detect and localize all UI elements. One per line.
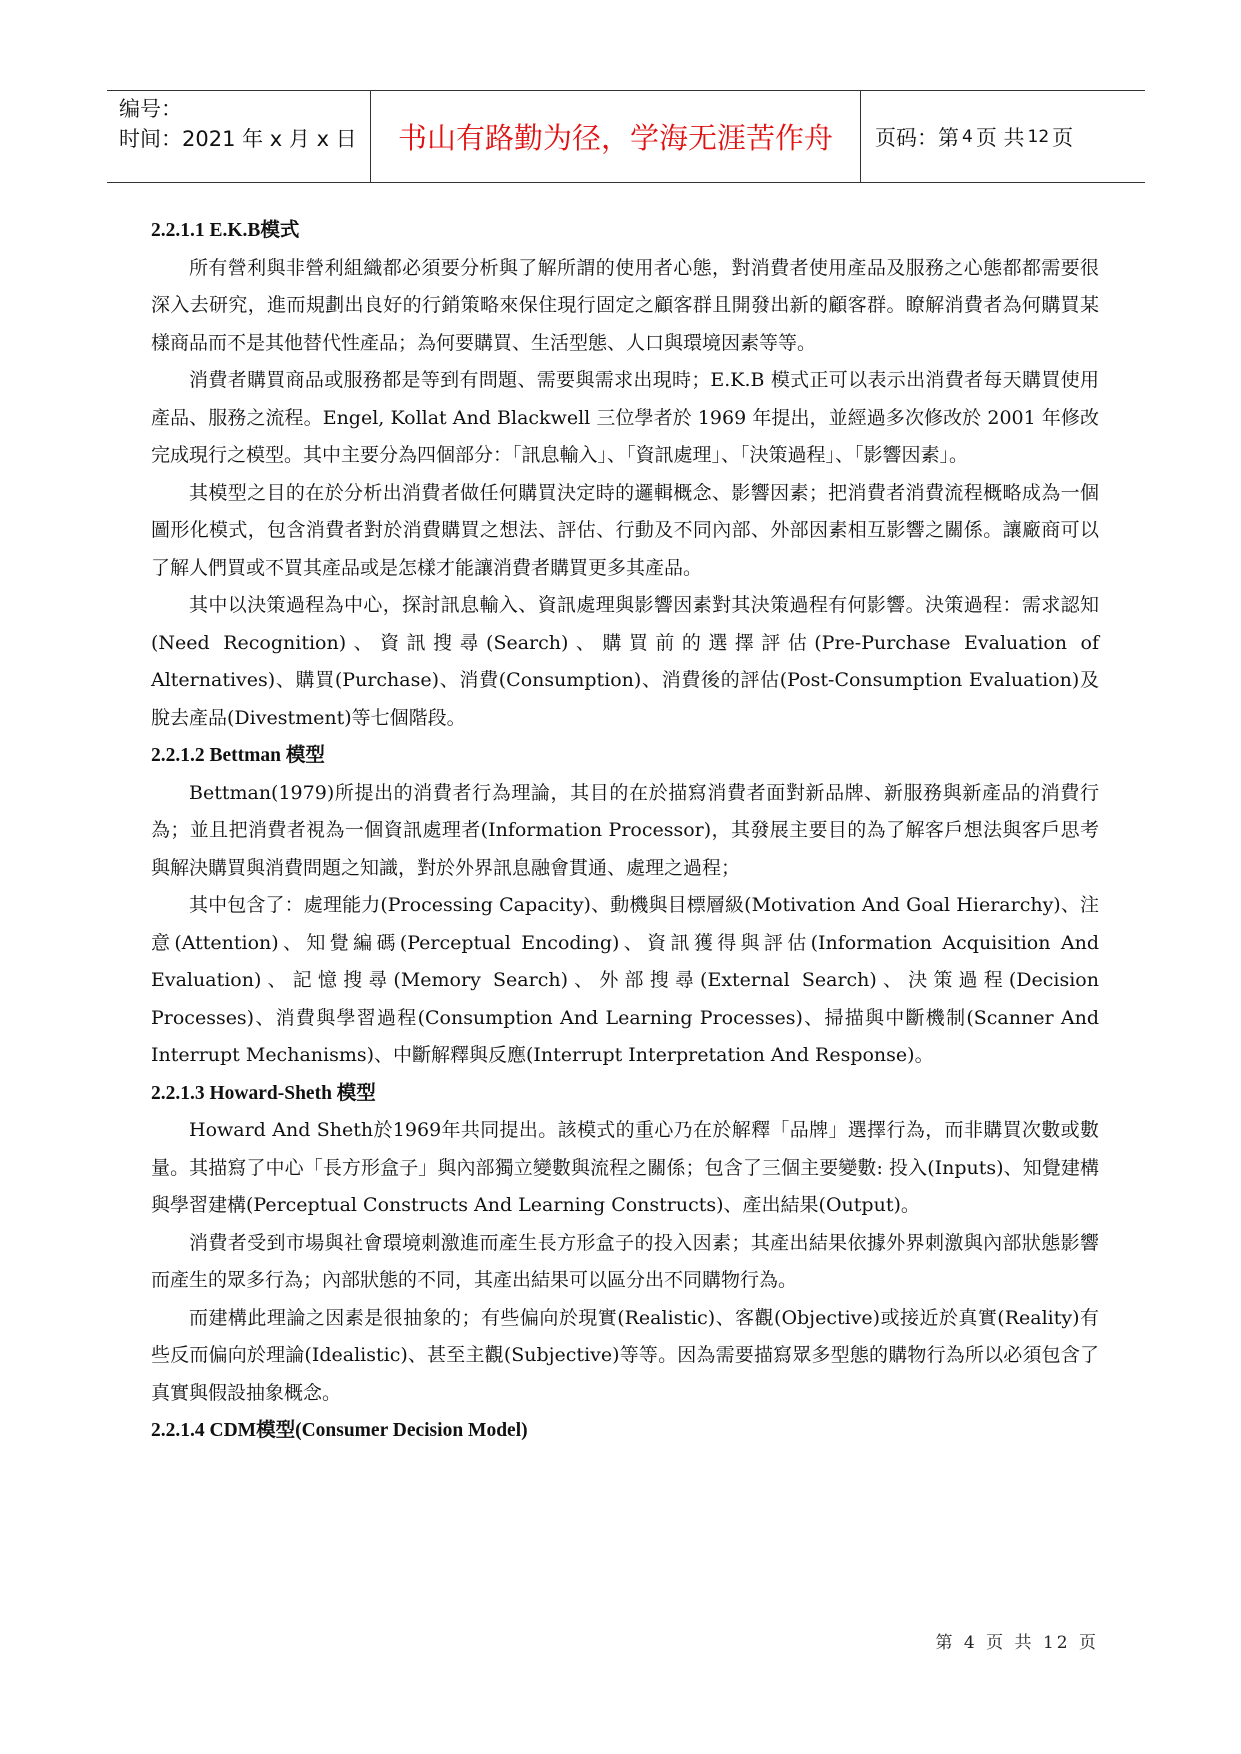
section-heading: 2.2.1.3 Howard-Sheth 模型 (151, 1082, 376, 1104)
page-total: 12 (1027, 126, 1050, 147)
page-header (107, 90, 1145, 183)
page-middle: 页 共 (975, 125, 1025, 150)
paragraph: Bettman(1979)所提出的消費者行為理論，其目的在於描寫消費者面對新品牌、新服務與新產品的消費行為；並且把消費者視為一個資訊處理者(Information Processor)，其發展主要目的為了解客戶想法與客戶思考與解決購買與消費問題之知識，對於外界訊息融會貫通、處理之過程； (151, 781, 1099, 879)
page-number: 4 (962, 126, 973, 147)
paragraph: 所有營利與非營利組織都必須要分析與了解所謂的使用者心態，對消費者使用產品及服務之心態都都需要很深入去研究，進而規劃出良好的行銷策略來保住現行固定之顧客群且開發出新的顧客群。瞭解消費者為何購買某樣商品而不是其他替代性產品；為何要購買、生活型態、人口與環境因素等等。 (151, 256, 1099, 354)
paragraph: 其中以決策過程為中心，探討訊息輸入、資訊處理與影響因素對其決策過程有何影響。決策過程：需求認知(Need Recognition)、資訊搜尋(Search)、購買前的選擇評估(Pre-Purchase Evaluation of Alternatives)、購買(Purchase)、消費(Consumption)、消費後的評估(Post-Consumption Evaluation)及脫去產品(Divestment)等七個階段。 (151, 594, 1099, 729)
paragraph: 其中包含了：處理能力(Processing Capacity)、動機與目標層級(Motivation And Goal Hierarchy)、注意(Attention)、知覺編碼(Perceptual Encoding)、資訊獲得與評估(Information Acquisition And Evaluation)、記憶搜尋(Memory Search)、外部搜尋(External Search)、決策過程(Decision Processes)、消費與學習過程(Consumption And Learning Processes)、掃描與中斷機制(Scanner And Interrupt Mechanisms)、中斷解釋與反應(Interrupt Interpretation And Response)。 (151, 894, 1099, 1066)
page-suffix: 页 (1052, 125, 1074, 150)
section-heading: 2.2.1.4 CDM模型(Consumer Decision Model) (151, 1420, 528, 1441)
paragraph: 而建構此理論之因素是很抽象的；有些偏向於現實(Realistic)、客觀(Objective)或接近於真實(Reality)有些反而偏向於理論(Idealistic)、甚至主觀(Subjective)等等。因為需要描寫眾多型態的購物行為所以必須包含了真實與假設抽象概念。 (151, 1306, 1099, 1404)
section-heading: 2.2.1.2 Bettman 模型 (151, 745, 325, 766)
section-heading: 2.2.1.1 E.K.B模式 (151, 220, 300, 241)
header-meta (107, 91, 371, 182)
paragraph: 其模型之目的在於分析出消費者做任何購買決定時的邏輯概念、影響因素；把消費者消費流程概略成為一個圖形化模式，包含消費者對於消費購買之想法、評估、行動及不同內部、外部因素相互影響之關係。讓廠商可以了解人們買或不買其產品或是怎樣才能讓消費者購買更多其產品。 (151, 481, 1099, 579)
time-label: 时间：2021 年 x 月 x 日 (119, 127, 357, 151)
paragraph: 消費者受到市場與社會環境刺激進而產生長方形盒子的投入因素；其產出結果依據外界刺激與內部狀態影響而產生的眾多行為；內部狀態的不同，其產出結果可以區分出不同購物行為。 (151, 1231, 1099, 1291)
serial-label: 编号： (119, 97, 182, 121)
paragraph: 消費者購買商品或服務都是等到有問題、需要與需求出現時；E.K.B 模式正可以表示出消費者每天購買使用產品、服務之流程。Engel, Kollat And Blackwell 三位學者於 1969 年提出，並經過多次修改於 2001 年修改完成現行之模型。其中主要分為四個部分：「訊息輸入」、「資訊處理」、「決策過程」、「影響因素」。 (151, 369, 1099, 466)
header-motto: 书山有路勤为径，学海无涯苦作舟 (371, 91, 861, 182)
paragraph: Howard And Sheth於1969年共同提出。該模式的重心乃在於解釋「品牌」選擇行為，而非購買次數或數量。其描寫了中心「長方形盒子」與內部獨立變數與流程之關係；包含了三個主要變數: 投入(Inputs)、知覺建構與學習建構(Perceptual Constructs And Learning Constructs)、產出結果(Output)。 (151, 1119, 1099, 1216)
document-body (151, 212, 1099, 1450)
page-footer: 第 4 页 共 12 页 (935, 1633, 1099, 1653)
page-prefix: 页码：第 (875, 125, 959, 150)
header-page-info (861, 91, 1145, 182)
